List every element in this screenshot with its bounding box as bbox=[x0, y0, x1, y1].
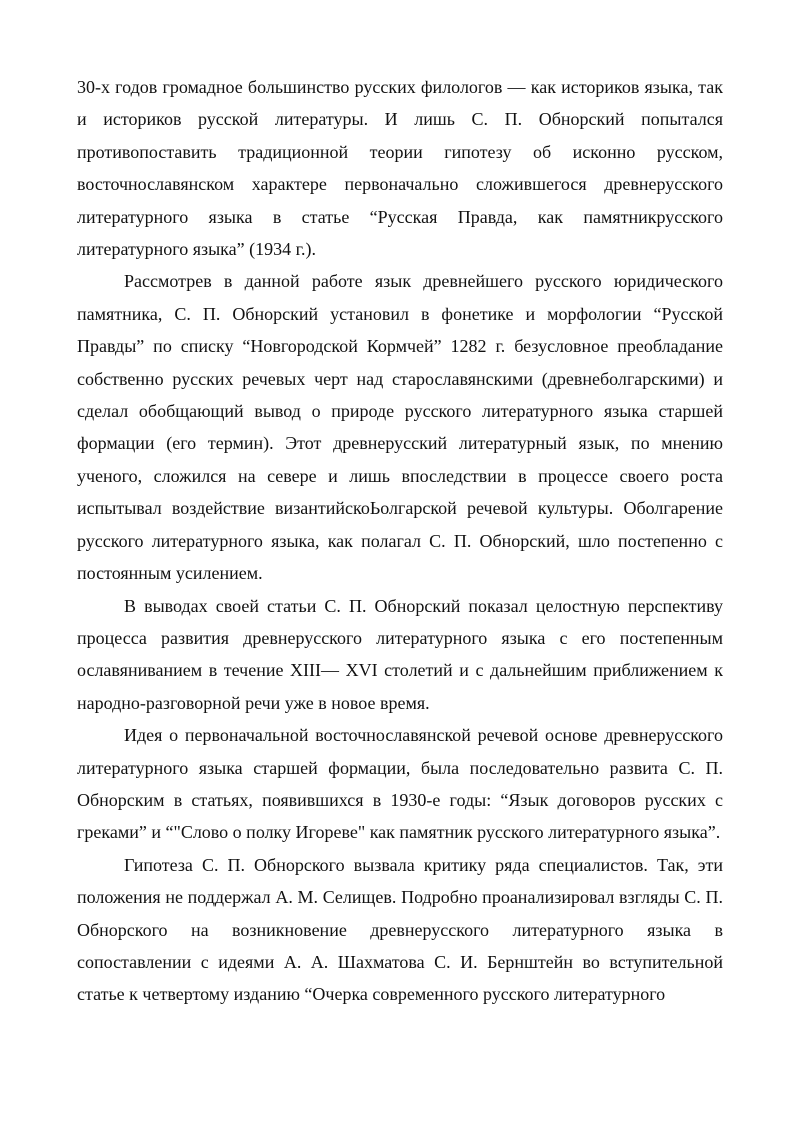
paragraph-5: Гипотеза С. П. Обнорского вызвала критику ряда специалистов. Так, эти положения не поддержал А. М. Селищев. Подробно проанализировал взгляды С. П. Обнорского на возникновение древнерусского литературного языка в сопоставлении с идеями А. А. Шахматова С. И. Бернштейн во вступительной статье к четвертому изданию “Очерка современного русского литературного bbox=[77, 854, 723, 1005]
paragraph-1: 30-х годов громадное большинство русских филологов — как историков языка, так и историков русской литературы. И лишь С. П. Обнорский попытался противопоставить традиционной теории гипотезу об исконно русском, восточнославянском характере первоначально сложившегося древнерусского литературного языка в статье “Русская Правда, как памятникрусского литературного языка” (1934 г.). bbox=[77, 77, 723, 260]
document-body bbox=[77, 71, 723, 1011]
paragraph-3: В выводах своей статьи С. П. Обнорский показал целостную перспективу процесса развития древнерусского литературного языка с его постепенным ославяниванием в течение XIII— XVI столетий и с дальнейшим приближением к народно-разговорной речи уже в новое время. bbox=[77, 595, 723, 713]
paragraph-4: Идея о первоначальной восточнославянской речевой основе древнерусского литературного языка старшей формации, была последовательно развита С. П. Обнорским в статьях, появившихся в 1930-е годы: “Язык договоров русских с греками” и “"Слово о полку Игореве" как памятник русского литературного языка”. bbox=[77, 725, 723, 843]
paragraph-2: Рассмотрев в данной работе язык древнейшего русского юридического памятника, С. П. Обнорский установил в фонетике и морфологии “Русской Правды” по списку “Новгородской Кормчей” 1282 г. безусловное преобладание собственно русских речевых черт над старославянскими (древнеболгарскими) и сделал обобщающий вывод о природе русского литературного языка старшей формации (его термин). Этот древнерусский литературный язык, по мнению ученого, сложился на севере и лишь впоследствии в процессе своего роста испытывал воздействие византийскоЬолгарской речевой культуры. Оболгарение русского литературного языка, как полагал С. П. Обнорский, шло постепенно с постоянным усилением. bbox=[77, 271, 723, 584]
